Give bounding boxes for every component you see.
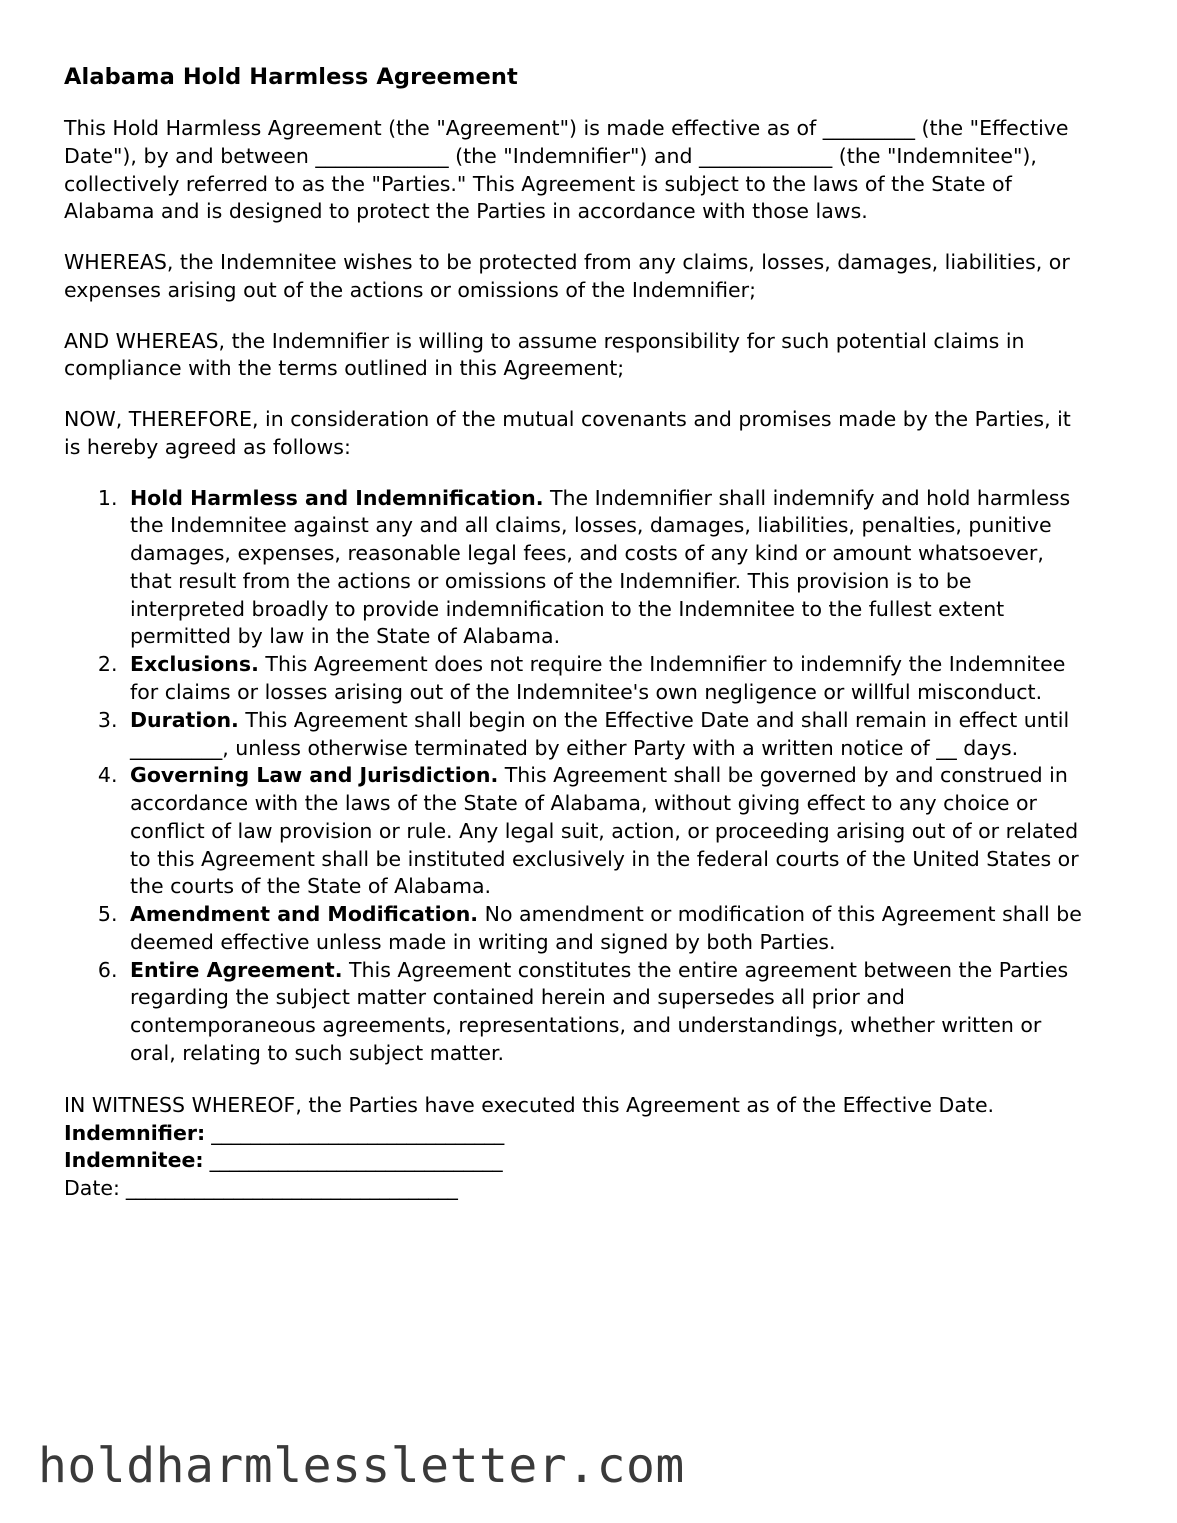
signature-row-indemnitee bbox=[64, 1147, 1089, 1175]
clause-heading: Entire Agreement. bbox=[130, 957, 343, 982]
signature-label: Indemnifier: bbox=[64, 1120, 206, 1145]
paragraph-whereas: WHEREAS, the Indemnitee wishes to be protected from any claims, losses, damages, liabilities, or expenses arising out of the actions or omissions of the Indemnifier; bbox=[64, 250, 1070, 302]
site-watermark: holdharmlessletter.com bbox=[38, 1438, 685, 1494]
paragraph-now-therefore: NOW, THEREFORE, in consideration of the mutual covenants and promises made by the Parties, it is hereby agreed as follows: bbox=[64, 407, 1071, 459]
signature-row-indemnifier bbox=[64, 1120, 1089, 1148]
clause-body: This Agreement shall be governed by and construed in accordance with the laws of the State of Alabama, without giving effect to any choice or conflict of law provision or rule. Any legal suit, action, or proceeding arising out of or related to this Agreement shall be instituted exclusively in the federal courts of the United States or the courts of the State of Alabama. bbox=[130, 763, 1079, 899]
paragraph-intro: This Hold Harmless Agreement (the "Agreement") is made effective as of _________ (the "Effective Date"), by and between _____________ (the "Indemnifier") and _____________ (the "Indemnitee"), collectively referred to as the "Parties." This Agreement is subject to the laws of the State of Alabama and is designed to protect the Parties in accordance with those laws. bbox=[64, 116, 1069, 224]
clause-body: This Agreement does not require the Indemnifier to indemnify the Indemnitee for claims or losses arising out of the Indemnitee's own negligence or willful misconduct. bbox=[130, 652, 1066, 705]
list-item bbox=[124, 651, 1089, 707]
page-title: Alabama Hold Harmless Agreement bbox=[64, 64, 518, 90]
list-item bbox=[124, 901, 1089, 957]
list-item bbox=[124, 485, 1089, 652]
clause-heading: Exclusions. bbox=[130, 652, 259, 677]
list-item bbox=[124, 707, 1089, 763]
signature-label: Indemnitee: bbox=[64, 1148, 204, 1173]
list-item bbox=[124, 957, 1089, 1068]
paragraph-and-whereas: AND WHEREAS, the Indemnifier is willing to assume responsibility for such potential claims in compliance with the terms outlined in this Agreement; bbox=[64, 328, 1025, 381]
signature-row-date bbox=[64, 1175, 1089, 1203]
clause-body: This Agreement shall begin on the Effective Date and shall remain in effect until _________, unless otherwise terminated by either Party with a written notice of __ days. bbox=[130, 707, 1070, 760]
clause-list bbox=[64, 485, 1089, 1068]
list-item bbox=[124, 762, 1089, 901]
clause-heading: Duration. bbox=[130, 707, 239, 732]
clause-body: This Agreement constitutes the entire agreement between the Parties regarding the subject matter contained herein and supersedes all prior and contemporaneous agreements, representations, and understandings, whether written or oral, relating to such subject matter. bbox=[130, 957, 1069, 1065]
clause-body: The Indemnifier shall indemnify and hold harmless the Indemnitee against any and all claims, losses, damages, liabilities, penalties, punitive damages, expenses, reasonable legal fees, and costs of any kind or amount whatsoever, that result from the actions or omissions of the Indemnifier. This provision is to be interpreted broadly to provide indemnification to the Indemnitee to the fullest extent permitted by law in the State of Alabama. bbox=[130, 485, 1071, 649]
clause-heading: Amendment and Modification. bbox=[130, 902, 479, 927]
witness-statement: IN WITNESS WHEREOF, the Parties have executed this Agreement as of the Effective Date. bbox=[64, 1092, 995, 1117]
clause-heading: Hold Harmless and Indemnification. bbox=[130, 485, 544, 510]
clause-heading: Governing Law and Jurisdiction. bbox=[130, 763, 499, 788]
signature-block bbox=[64, 1092, 1089, 1203]
signature-blank[interactable]: ______________________________ bbox=[205, 1120, 504, 1145]
clause-body: No amendment or modification of this Agreement shall be deemed effective unless made in writing and signed by both Parties. bbox=[130, 902, 1082, 954]
signature-label: Date: bbox=[64, 1176, 120, 1201]
signature-blank[interactable]: ______________________________ bbox=[203, 1148, 503, 1173]
signature-blank[interactable]: __________________________________ bbox=[119, 1176, 458, 1201]
